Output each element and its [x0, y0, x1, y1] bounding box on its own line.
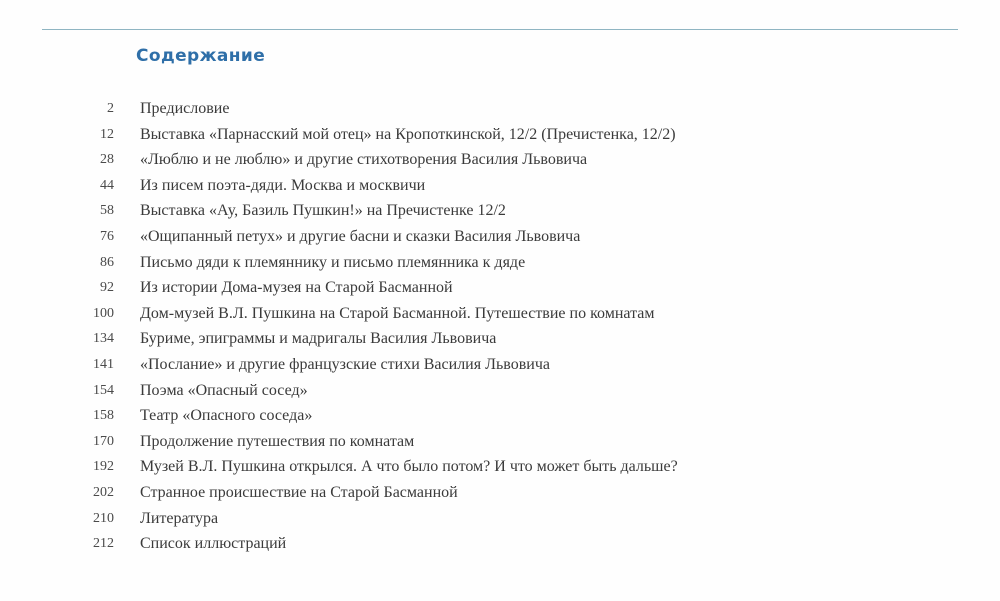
toc-entry	[0, 508, 1000, 534]
toc-entry	[0, 431, 1000, 457]
toc-page-number: 170	[93, 433, 114, 449]
toc-entry	[0, 277, 1000, 303]
toc-page-number: 192	[93, 459, 114, 475]
toc-page-number: 92	[100, 280, 114, 296]
toc-entry	[0, 175, 1000, 201]
toc-entry	[0, 200, 1000, 226]
toc-entry	[0, 252, 1000, 278]
table-of-contents	[0, 98, 1000, 559]
toc-page-number: 86	[100, 254, 114, 270]
toc-page-number: 212	[93, 536, 114, 552]
toc-entry-title: Поэма «Опасный сосед»	[140, 381, 308, 399]
toc-entry	[0, 303, 1000, 329]
toc-entry-title: Из писем поэта-дяди. Москва и москвичи	[140, 176, 426, 194]
page-title: Содержание	[136, 46, 266, 66]
toc-page-number: 100	[93, 305, 114, 321]
toc-page-number: 158	[93, 408, 114, 424]
toc-entry-title: Предисловие	[140, 100, 230, 117]
toc-page-number: 210	[93, 510, 114, 526]
toc-page-number: 28	[100, 152, 114, 168]
toc-entry	[0, 405, 1000, 431]
toc-entry-title: «Послание» и другие французские стихи Василия Львовича	[140, 355, 550, 373]
toc-entry	[0, 533, 1000, 559]
toc-entry	[0, 456, 1000, 482]
toc-entry-title: Музей В.Л. Пушкина открылся. А что было потом? И что может быть дальше?	[140, 458, 678, 476]
toc-entry	[0, 124, 1000, 150]
toc-entry-title: «Ощипанный петух» и другие басни и сказки Василия Львовича	[140, 227, 581, 245]
toc-page-number: 202	[93, 484, 114, 500]
toc-entry-title: «Люблю и не люблю» и другие стихотворения Василия Львовича	[140, 151, 588, 169]
toc-page-number: 58	[100, 203, 114, 219]
toc-entry-title: Дом-музей В.Л. Пушкина на Старой Басманной. Путешествие по комнатам	[140, 304, 655, 322]
toc-entry-title: Письмо дяди к племяннику и письмо племянника к дяде	[140, 253, 526, 271]
toc-page-number: 44	[100, 177, 114, 193]
toc-entry-title: Выставка «Парнасский мой отец» на Кропоткинской, 12/2 (Пречистенка, 12/2)	[140, 125, 676, 143]
toc-entry	[0, 149, 1000, 175]
toc-entry-title: Буриме, эпиграммы и мадригалы Василия Львовича	[140, 330, 497, 348]
toc-entry	[0, 354, 1000, 380]
toc-entry	[0, 380, 1000, 406]
toc-entry-title: Литература	[140, 509, 219, 527]
toc-page-number: 12	[100, 126, 114, 142]
toc-page-number: 141	[93, 356, 114, 372]
toc-entry	[0, 482, 1000, 508]
toc-entry-title: Из истории Дома-музея на Старой Басманной	[140, 279, 453, 297]
toc-entry-title: Продолжение путешествия по комнатам	[140, 432, 415, 450]
top-divider	[42, 29, 958, 30]
toc-page-number: 154	[93, 382, 114, 398]
toc-entry-title: Список иллюстраций	[140, 535, 287, 553]
toc-page-number: 134	[93, 331, 114, 347]
toc-entry-title: Театр «Опасного соседа»	[140, 407, 313, 425]
toc-entry	[0, 226, 1000, 252]
toc-entry	[0, 328, 1000, 354]
toc-page-number: 76	[100, 228, 114, 244]
toc-entry	[0, 98, 1000, 124]
toc-entry-title: Выставка «Ау, Базиль Пушкин!» на Пречистенке 12/2	[140, 202, 506, 220]
toc-entry-title: Странное происшествие на Старой Басманной	[140, 483, 458, 501]
toc-page-number: 2	[107, 101, 114, 116]
